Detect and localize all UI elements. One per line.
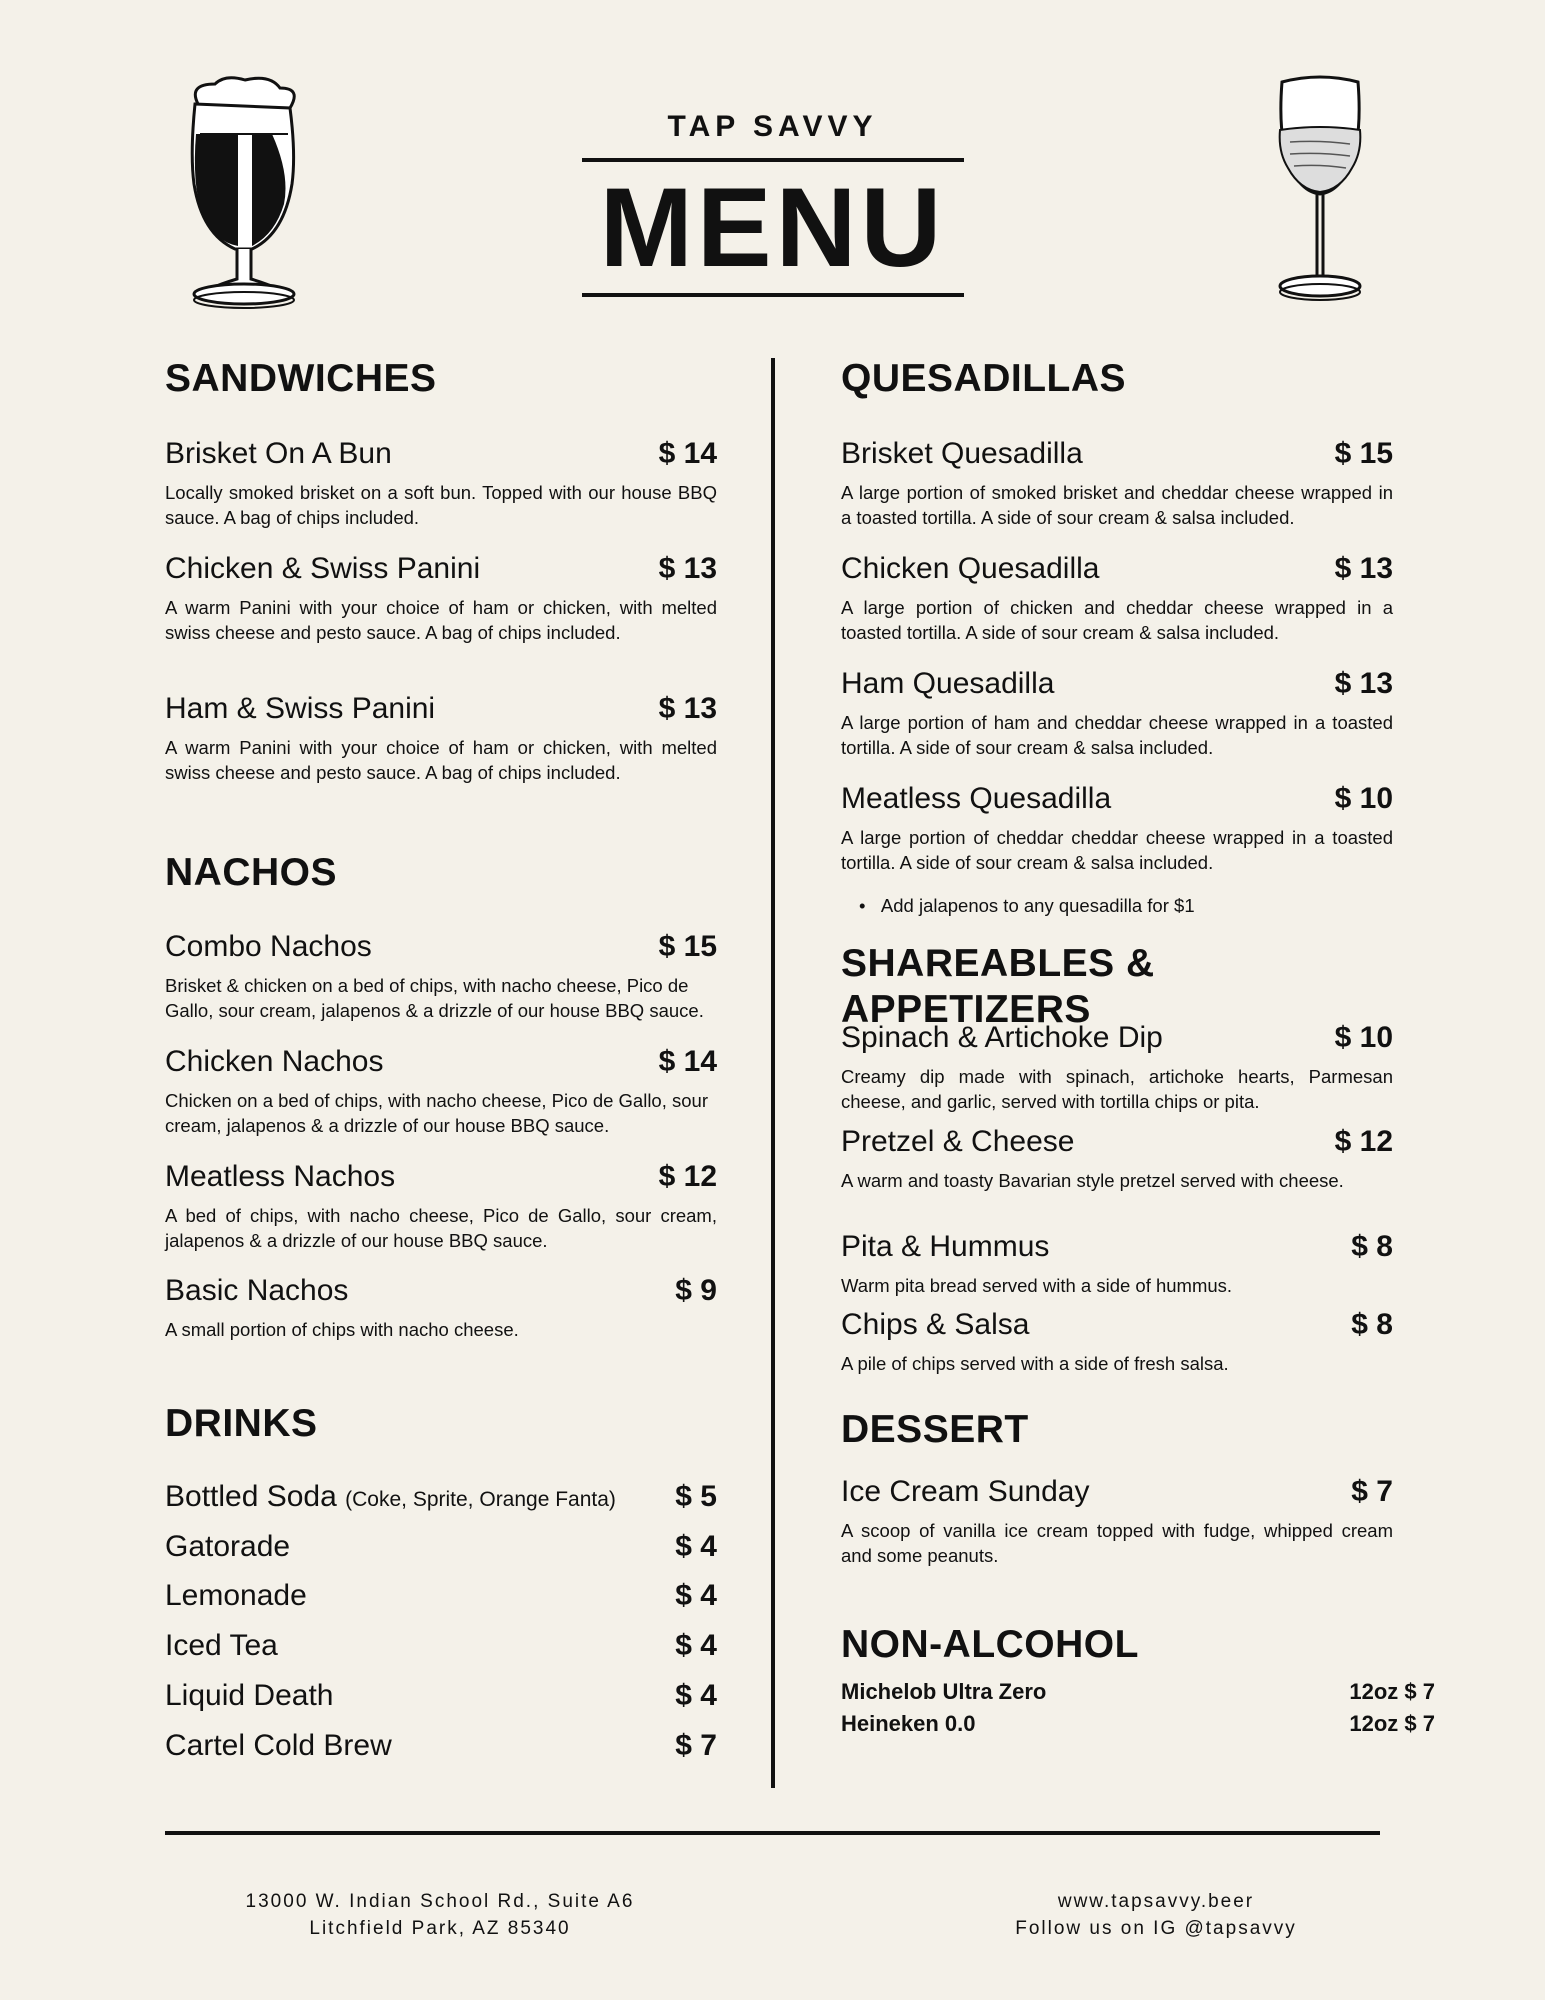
social-handle: Follow us on IG @tapsavvy [1015,1918,1297,1939]
item-price: $ 5 [675,1480,717,1513]
item-name: Ham & Swiss Panini [165,692,436,725]
menu-item [165,551,717,645]
item-name: Brisket On A Bun [165,437,392,470]
item-price: $ 4 [675,1530,717,1563]
item-description: Chicken on a bed of chips, with nacho cheese, Pico de Gallo, sour cream, jalapenos & a drizzle of our house BBQ sauce. [165,1090,708,1136]
item-price: $ 8 [1351,1230,1393,1263]
item-description: A warm Panini with your choice of ham or chicken, with melted swiss cheese and pesto sauce. A bag of chips included. [165,597,717,643]
non-alcohol-item [841,1678,1435,1706]
item-name: Bottled Soda [165,1480,337,1513]
item-name: Gatorade [165,1530,291,1563]
item-name: Chicken & Swiss Panini [165,552,481,585]
item-name: Pita & Hummus [841,1230,1050,1263]
item-name: Liquid Death [165,1679,334,1712]
drink-item [165,1578,717,1614]
item-name: Pretzel & Cheese [841,1125,1075,1158]
column-divider [771,358,775,1788]
item-name: Spinach & Artichoke Dip [841,1021,1163,1054]
item-price: $ 13 [658,692,717,725]
section-title-drinks: DRINKS [165,1402,318,1445]
non-alcohol-item [841,1710,1435,1738]
address-line-2: Litchfield Park, AZ 85340 [309,1918,571,1939]
item-name: Cartel Cold Brew [165,1729,392,1762]
menu-item [165,1273,717,1342]
item-description: Locally smoked brisket on a soft bun. Topped with our house BBQ sauce. A bag of chips included. [165,482,717,528]
item-price: $ 13 [1334,552,1393,585]
item-description: A large portion of cheddar cheddar cheese wrapped in a toasted tortilla. A side of sour cream & salsa included. [841,827,1393,873]
drink-item [165,1728,717,1764]
item-name: Ham Quesadilla [841,667,1055,700]
footer-address [200,1888,680,1942]
item-note: (Coke, Sprite, Orange Fanta) [345,1488,616,1511]
section-title-dessert: DESSERT [841,1408,1029,1451]
item-price: $ 7 [675,1729,717,1762]
menu-item [165,1159,717,1253]
item-name: Michelob Ultra Zero [841,1679,1047,1704]
item-name: Ice Cream Sunday [841,1475,1090,1508]
item-price: 12oz $ 7 [1349,1679,1435,1704]
bullet-icon: • [859,895,881,916]
item-price: $ 7 [1351,1475,1393,1508]
item-price: $ 12 [1334,1125,1393,1158]
item-name: Iced Tea [165,1629,278,1662]
menu-item [165,436,717,530]
item-description: A scoop of vanilla ice cream topped with fudge, whipped cream and some peanuts. [841,1520,1393,1566]
item-price: $ 10 [1334,1021,1393,1054]
section-title-sandwiches: SANDWICHES [165,357,437,400]
quesadilla-note [859,893,1195,918]
menu-item [841,1307,1393,1376]
section-title-nachos: NACHOS [165,851,338,894]
item-description: A small portion of chips with nacho cheese. [165,1319,519,1340]
item-description: Warm pita bread served with a side of hummus. [841,1275,1233,1296]
item-description: A large portion of chicken and cheddar cheese wrapped in a toasted tortilla. A side of sour cream & salsa included. [841,597,1393,643]
item-price: $ 15 [658,930,717,963]
item-price: $ 4 [675,1629,717,1662]
menu-item [841,1124,1393,1193]
section-title-non-alcohol: NON-ALCOHOL [841,1623,1139,1666]
menu-item [841,1229,1393,1298]
left-column [165,0,717,1800]
menu-item [841,436,1393,530]
item-name: Basic Nachos [165,1274,349,1307]
item-name: Chicken Quesadilla [841,552,1100,585]
menu-item [165,691,717,785]
drink-item [165,1678,717,1714]
item-description: Brisket & chicken on a bed of chips, with nacho cheese, Pico de Gallo, sour cream, jalapenos & a drizzle of our house BBQ sauce. [165,975,704,1021]
item-price: $ 13 [658,552,717,585]
note-text: Add jalapenos to any quesadilla for $1 [880,895,1195,916]
item-description: Creamy dip made with spinach, artichoke hearts, Parmesan cheese, and garlic, served with tortilla chips or pita. [841,1066,1393,1112]
item-name: Heineken 0.0 [841,1711,976,1736]
item-description: A large portion of ham and cheddar cheese wrapped in a toasted tortilla. A side of sour cream & salsa included. [841,712,1393,758]
item-price: $ 14 [658,1045,717,1078]
menu-item [841,781,1393,875]
item-description: A warm and toasty Bavarian style pretzel served with cheese. [841,1170,1344,1191]
section-title-quesadillas: QUESADILLAS [841,357,1127,400]
item-name: Chips & Salsa [841,1308,1030,1341]
menu-item [841,1474,1393,1568]
item-description: A warm Panini with your choice of ham or chicken, with melted swiss cheese and pesto sauce. A bag of chips included. [165,737,717,783]
item-price: $ 15 [1334,437,1393,470]
item-price: $ 12 [658,1160,717,1193]
item-price: $ 13 [1334,667,1393,700]
item-description: A pile of chips served with a side of fresh salsa. [841,1353,1229,1374]
menu-item [841,551,1393,645]
brand-name: TAP SAVVY [667,110,878,143]
right-column [841,0,1435,1800]
item-price: $ 14 [658,437,717,470]
item-name: Brisket Quesadilla [841,437,1083,470]
item-description: A large portion of smoked brisket and cheddar cheese wrapped in a toasted tortilla. A side of sour cream & salsa included. [841,482,1393,528]
item-name: Lemonade [165,1579,307,1612]
item-description: A bed of chips, with nacho cheese, Pico de Gallo, sour cream, jalapenos & a drizzle of our house BBQ sauce. [165,1205,717,1251]
drink-item [165,1628,717,1664]
item-name: Meatless Nachos [165,1160,396,1193]
menu-item [165,929,717,1023]
item-price: $ 4 [675,1579,717,1612]
menu-item [841,1020,1393,1114]
item-price: $ 9 [675,1274,717,1307]
page-title: MENU [599,165,946,290]
item-name: Meatless Quesadilla [841,782,1112,815]
item-price: 12oz $ 7 [1349,1711,1435,1736]
footer-rule [165,1831,1380,1835]
footer-contact [956,1888,1356,1942]
drink-item [165,1479,717,1518]
section-title-shareables: SHAREABLES & APPETIZERS [841,942,1155,1031]
address-line-1: 13000 W. Indian School Rd., Suite A6 [245,1891,635,1912]
drink-item [165,1529,717,1565]
website-link[interactable]: www.tapsavvy.beer [1057,1891,1255,1912]
item-name: Chicken Nachos [165,1045,384,1078]
item-price: $ 4 [675,1679,717,1712]
item-name: Combo Nachos [165,930,372,963]
item-price: $ 8 [1351,1308,1393,1341]
menu-item [841,666,1393,760]
item-price: $ 10 [1334,782,1393,815]
menu-item [165,1044,717,1138]
